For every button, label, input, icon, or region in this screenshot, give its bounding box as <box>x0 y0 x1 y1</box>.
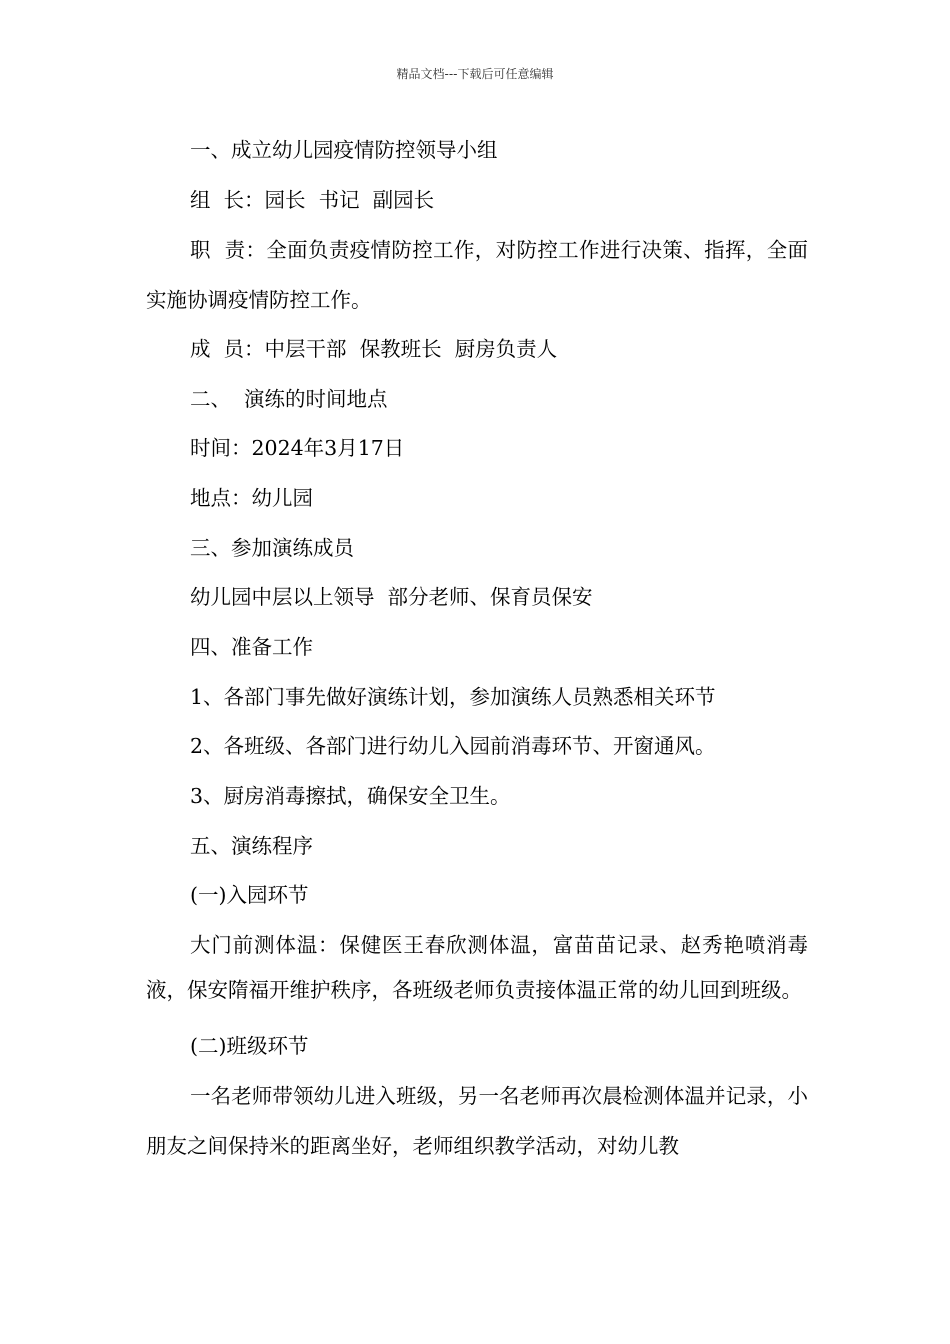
participants-line: 幼儿园中层以上领导 部分老师、保育员保安 <box>190 585 593 610</box>
members-line: 成 员：中层干部 保教班长 厨房负责人 <box>190 336 558 361</box>
section-heading-5: 五、演练程序 <box>190 833 313 858</box>
subsection-heading-entry: (一)入园环节 <box>190 883 309 908</box>
section-heading-4: 四、准备工作 <box>190 635 313 659</box>
section-heading-2: 二、 演练的时间地点 <box>190 386 388 411</box>
preparation-item-3: 3、厨房消毒擦拭，确保安全卫生。 <box>190 784 511 809</box>
responsibility-paragraph: 职 责：全面负责疫情防控工作，对防控工作进行决策、指挥，全面实施协调疫情防控工作。 <box>146 237 808 312</box>
section-heading-3: 三、参加演练成员 <box>190 535 354 560</box>
subsection-heading-class: (二)班级环节 <box>190 1033 309 1058</box>
time-line: 时间：2024年3月17日 <box>190 436 405 461</box>
preparation-item-1: 1、各部门事先做好演练计划，参加演练人员熟悉相关环节 <box>190 684 716 709</box>
page-header: 精品文档---下载后可任意编辑 <box>396 67 554 81</box>
class-procedure-paragraph: 一名老师带领幼儿进入班级，另一名老师再次晨检测体温并记录，小朋友之间保持米的距离坐好，老师组织教学活动，对幼儿教 <box>146 1084 808 1158</box>
section-heading-1: 一、成立幼儿园疫情防控领导小组 <box>190 138 498 162</box>
document-body <box>146 134 808 1179</box>
entry-procedure-paragraph: 大门前测体温：保健医王春欣测体温，富苗苗记录、赵秀艳喷消毒液，保安隋福开维护秩序，各班级老师负责接体温正常的幼儿回到班级。 <box>146 933 808 1003</box>
preparation-item-2: 2、各班级、各部门进行幼儿入园前消毒环节、开窗通风。 <box>190 734 716 759</box>
location-line: 地点：幼儿园 <box>190 485 313 510</box>
team-leader-line: 组 长：园长 书记 副园长 <box>190 187 435 212</box>
